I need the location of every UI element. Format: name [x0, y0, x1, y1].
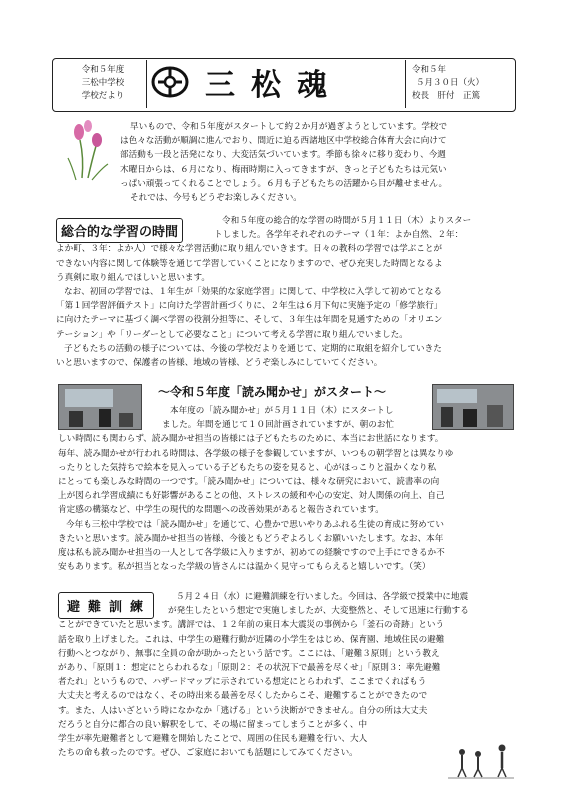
text-line: トしました。各学年それぞれのテーマ（１年：よか自然、２年： [214, 230, 464, 241]
text-line: 本年度の「読み聞かせ」が５月１１日（木）にスタートし [170, 406, 394, 416]
text-line: 安もあります。私が担当となった学級の皆さんには温かく見守ってもらえると嬉しいです。（笑） [58, 562, 431, 573]
section1-paragraph [56, 242, 516, 370]
text-line: ことができていたと思います。講評では、１２年前の東日本大震災の事例から「釜石の奇跡」という [58, 620, 445, 631]
section-heading-evacuation-drill: 避難訓練 [58, 592, 154, 619]
header-divider [405, 60, 406, 108]
reading-photo-right [432, 384, 514, 430]
section-heading-integrated-study: 総合的な学習の時間 [56, 218, 183, 243]
header-left-line: 学校だより [81, 91, 125, 101]
text-line: たちの命も救ったのです。ぜひ、ご家庭においても話題にしてみてください。 [58, 748, 358, 759]
text-line: 行動へとつながり、無事に全員の命が助かったという話です。ここには、「避難３原則」という教え [58, 648, 440, 659]
text-line: それでは、今号もどうぞお楽しみください。 [130, 193, 302, 204]
text-line: 「第１回学習評価テスト」に向けた学習計画づくりに、２年生は６月下旬に実施予定の「修学旅行」 [56, 301, 443, 312]
reading-photo-left [58, 384, 142, 430]
text-line: いと思いますので、保護者の皆様、地域の皆様、どうぞ楽しみにしていてください。 [56, 358, 383, 369]
text-line: ５月２４日（水）に避難訓練を行いました。今回は、各学級で授業中に地震 [176, 592, 469, 602]
text-line: 部活動も一段と活発になり、大変活気づいています。季節も徐々に移り変わり、今週 [120, 150, 446, 161]
header-divider [146, 60, 147, 108]
section2-paragraph [58, 432, 516, 574]
text-line: が発生したという想定で実施しましたが、大変整然と、そして迅速に行動する [168, 606, 469, 617]
newsletter-title: 三松魂 [205, 68, 343, 103]
header-left-line: 令和５年度 [81, 65, 125, 75]
text-line: に向けたテーマに基づく調べ学習の役割分担等に、そして、３年生は年間を見通すための「オリエン [56, 315, 443, 326]
header-left-line: 三松中学校 [81, 78, 125, 88]
text-line: しい時間にも関わらず、読み聞かせ担当の皆様には子どもたちのために、本当にお世話になります。 [58, 434, 444, 445]
header-left-info [62, 64, 144, 103]
section1-paragraph-top [214, 214, 514, 242]
header-right-line: ５月３０日（火） [416, 78, 485, 88]
section2-paragraph-top [162, 404, 428, 432]
text-line: 毎年、読み聞かせが行われる時間は、各学級の様子を参観していますが、いつもの朝学習とは異なりゆ [58, 448, 454, 459]
text-line: よか町、３年：よか人）で様々な学習活動に取り組んでいきます。日々の教科の学習では学ぶことが [56, 244, 443, 255]
text-line: があり、「原則１：想定にとらわれるな」「原則２：その状況下で最善を尽くせ」「原則３：率先避難 [58, 663, 441, 673]
text-line: 学生が率先避難者として避難を開始したことで、周囲の住民も避難を行い、大人 [58, 734, 368, 745]
text-line: 早いもので、令和５年度がスタートして約２か月が過ぎようとしています。学校で [130, 122, 448, 132]
intro-paragraph [120, 120, 516, 205]
text-line: 今年も三松中学校では「読み聞かせ」を通じて、心豊かで思いやりあふれる生徒の育成に努めてい [66, 519, 444, 530]
text-line: す。また、人はいざという時になかなか「逃げる」という決断ができません。自分の所は大丈夫 [58, 705, 428, 716]
evacuation-illustration-icon [448, 740, 514, 784]
header-right-line: 令和５年 [412, 65, 447, 75]
text-line: なお、初回の学習では、１年生が「効果的な家庭学習」に関して、中学校に入学して初めてとなる [64, 287, 442, 297]
text-line: 大丈夫と考えるのではなく、その時出来る最善を尽くしたからこそ、避難することができたので [58, 691, 428, 702]
text-line: う真剣に取り組んでほしいと思います。 [56, 272, 211, 283]
header-right-info [412, 64, 484, 103]
text-line: 上が図られ学習成績にも好影響があることの他、ストレスの緩和や心の安定、対人関係の向上、自己 [58, 491, 445, 502]
text-line: 度は私も読み聞かせ担当の一人として各学級に入りますが、初めての経験ですので上手にできるか不 [58, 548, 445, 559]
text-line: にとっても楽しみな時間の一つです。「読み聞かせ」については、様々な研究において、読書率の向 [58, 477, 440, 487]
text-line: 肯定感の構築など、中学生の現代的な問題への改善効果があると報告されています。 [58, 505, 384, 516]
text-line: 令和５年度の総合的な学習の時間が５月１１日（木）よりスター [222, 216, 472, 226]
text-line: 子どもたちの活動の様子については、今後の学校だよりを通じて、定期的に取組を紹介していきた [64, 343, 442, 354]
text-line: っぱい頑張ってくれることでしょう。６月も子どもたちの活躍から目が離せません。 [120, 178, 448, 189]
section3-paragraph-top [168, 590, 516, 618]
text-line: テーション」や「リーダーとして必要なこと」について考える学習に取り組んでいました。 [56, 329, 408, 340]
text-line: 者たれ」というもので、ハザードマップに示されている想定にとらわれず、ここまでくればもう [58, 677, 427, 688]
text-line: きたいと思います。読み聞かせ担当の皆様、今後ともどうぞよろしくお願いいたします。なお、本年 [58, 533, 444, 544]
section-heading-reading-aloud: ～令和５年度「読み聞かせ」がスタート～ [158, 385, 387, 399]
text-line: 木曜日からは、６月になり、梅雨時期に入ってきますが、きっと子どもたちは元気い [120, 164, 447, 175]
text-line: は色々な活動が順調に進んでおり、間近に迫る西諸地区中学校総合体育大会に向けて [120, 136, 447, 147]
school-emblem-icon [150, 62, 190, 102]
flower-illustration-icon [62, 118, 112, 184]
text-line: ました。年間を通じて１０回計画されていますが、朝のお忙 [162, 420, 395, 431]
text-line: ったりとした気持ちで絵本を見入っている子どもたちの姿を見ると、心がほっこりと温かくなり私 [58, 462, 437, 473]
text-line: できない内容に関して体験等を通じて学習していくことになりますので、ぜひ充実した時間となるよ [56, 258, 443, 269]
header-right-line: 校長 肝付 正篤 [412, 91, 481, 101]
text-line: 話を取り上げました。これは、中学生の避難行動が近隣の小学生をはじめ、保育園、地域住民の避難 [58, 634, 445, 645]
text-line: だろうと自分に都合の良い解釈をして、その場に留まってしまうことが多く、中 [58, 719, 368, 730]
